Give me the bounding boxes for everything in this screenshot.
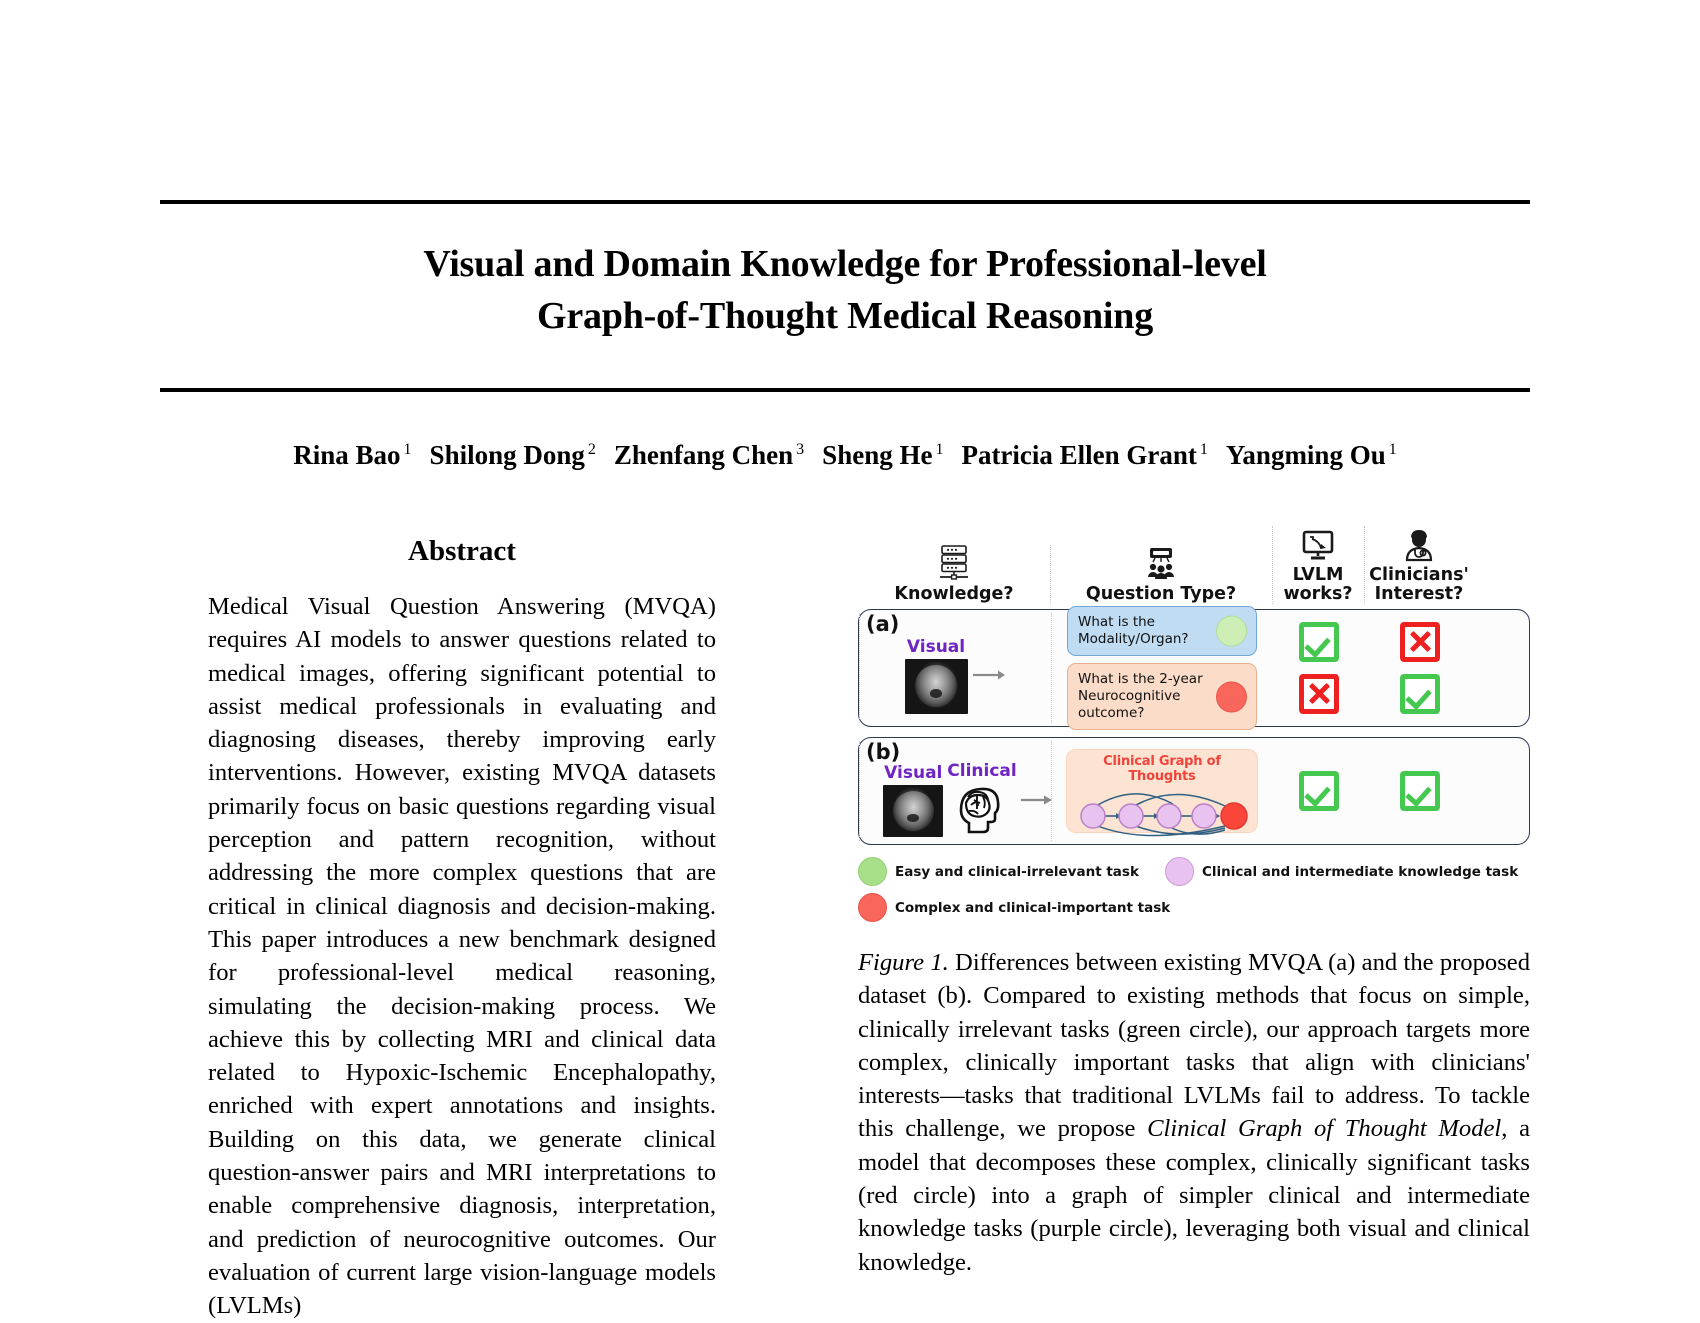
graph-node-purple — [1157, 804, 1181, 828]
column-header-knowledge — [858, 539, 1050, 604]
panel-b-visual-label: Visual — [884, 763, 943, 783]
legend-label-green: Easy and clinical-irrelevant task — [895, 863, 1139, 880]
column-header-question-type-label: Question Type? — [1085, 584, 1237, 604]
author-name: Sheng He — [822, 440, 933, 470]
graph-node-purple — [1081, 804, 1105, 828]
author-list — [160, 440, 1530, 471]
graph-title: Clinical Graph of Thoughts — [1103, 754, 1221, 784]
author-name: Patricia Ellen Grant — [961, 440, 1197, 470]
author-name: Zhenfang Chen — [613, 440, 794, 470]
legend-row-1 — [858, 857, 1530, 886]
column-header-lvlm-works — [1272, 520, 1364, 604]
column-header-lvlm-works-label: LVLM works? — [1283, 565, 1353, 604]
legend-label-red: Complex and clinical-important task — [895, 899, 1171, 916]
arrow-icon — [972, 668, 1006, 682]
caption-italic-1: Clinical Graph of Thought Model — [1147, 1115, 1502, 1143]
graph-of-thoughts-diagram — [1073, 784, 1253, 846]
author-entry — [822, 440, 943, 471]
figure-column-headers — [858, 520, 1530, 604]
header-divider — [1050, 545, 1052, 604]
panel-b-tag: (b) — [866, 740, 901, 764]
mri-brain-image — [905, 659, 968, 714]
title-line-1: Visual and Domain Knowledge for Professional-level — [423, 243, 1267, 285]
column-header-question-type — [1050, 539, 1272, 604]
author-affiliation: 1 — [1388, 441, 1397, 458]
title-line-2: Graph-of-Thought Medical Reasoning — [536, 295, 1154, 337]
figure-panel-a — [858, 609, 1530, 727]
author-affiliation: 1 — [935, 441, 944, 458]
legend-item-red — [858, 893, 1170, 922]
task-dot-green — [1216, 616, 1247, 647]
author-entry — [961, 440, 1207, 471]
graph-node-purple — [1192, 804, 1216, 828]
title-rule-bottom — [160, 388, 1530, 392]
author-affiliation: 3 — [796, 441, 805, 458]
title-rule-top — [160, 200, 1530, 204]
legend-item-purple — [1165, 857, 1518, 886]
cross-icon — [1400, 622, 1440, 662]
abstract-heading: Abstract — [408, 535, 516, 567]
author-affiliation: 1 — [1199, 441, 1208, 458]
audience-presentation-icon — [1143, 539, 1179, 581]
figure-legend — [858, 857, 1530, 922]
panel-a-lvlm-cell — [1273, 610, 1365, 726]
cell-divider — [1051, 613, 1053, 723]
author-entry — [293, 440, 411, 471]
author-affiliation: 1 — [403, 441, 412, 458]
abstract-body: Medical Visual Question Answering (MVQA) requires AI models to answer questions related to medical images, offering significant potential to assist medical professionals in evaluating and diagnosing diseases, thereby improving early interventions. However, existing MVQA datasets primarily focus on basic questions regarding visual perception and pattern recognition, without addressing the more complex questions that are critical in clinical diagnosis and decision-making. This paper introduces a new benchmark designed for professional-level medical reasoning, simulating the decision-making process. We achieve this by collecting MRI and clinical data related to Hypoxic-Ischemic Encephalopathy, enriched with expert annotations and insights. Building on this data, we generate clinical question-answer pairs and MRI interpretations to enable comprehensive diagnosis, interpretation, and prediction of neurocognitive outcomes. Our evaluation of current large vision-language models (LVLMs) — [208, 593, 716, 1320]
column-header-knowledge-label: Knowledge? — [894, 584, 1014, 604]
panel-b-clinicians-cell — [1365, 738, 1475, 844]
author-name: Rina Bao — [293, 440, 401, 470]
header-divider — [1364, 526, 1366, 604]
clinician-stethoscope-icon — [1402, 520, 1436, 562]
figure-caption — [858, 946, 1530, 1279]
panel-a-clinicians-cell — [1365, 610, 1475, 726]
panel-b-lvlm-cell — [1273, 738, 1365, 844]
cross-icon — [1299, 674, 1339, 714]
check-icon — [1299, 622, 1339, 662]
author-affiliation: 2 — [587, 441, 596, 458]
question-text: What is the 2-year Neurocognitive outcome? — [1078, 671, 1203, 721]
legend-dot-green — [858, 857, 887, 886]
page-title — [160, 238, 1530, 342]
author-entry — [614, 440, 804, 471]
arrow-icon — [1021, 793, 1053, 807]
caption-text-1: Differences between existing MVQA (a) and the proposed dataset (b). Compared to existing methods that focus on simple, clinically irrelevant tasks (green circle), our approach targets more complex, clinically important tasks that align with clinicians' interests—tasks that traditional LVLMs fail to address. To tackle this challenge, we propose — [858, 949, 1530, 1143]
header-divider — [1272, 526, 1274, 604]
legend-row-2 — [858, 893, 1530, 922]
check-icon — [1400, 771, 1440, 811]
clinical-graph-of-thoughts[interactable] — [1066, 749, 1258, 833]
abstract-column — [208, 535, 716, 1323]
figure-panel-b — [858, 737, 1530, 845]
author-name: Yangming Ou — [1225, 440, 1386, 470]
server-rack-icon — [937, 539, 971, 581]
cell-divider — [1051, 741, 1053, 841]
panel-a-tag: (a) — [866, 612, 900, 636]
caption-lead: Figure 1. — [858, 949, 949, 976]
monitor-robot-arm-icon — [1301, 520, 1335, 562]
author-entry — [430, 440, 596, 471]
column-header-clinicians-interest — [1364, 520, 1474, 604]
caption-text-2: , a model that decomposes these complex, clinically significant tasks (red circle) into a graph of simpler clinical and intermediate knowledge tasks (purple circle), leveraging both visual and clinical knowledge. — [858, 1115, 1531, 1276]
question-box-modality[interactable] — [1067, 606, 1257, 656]
check-icon — [1400, 674, 1440, 714]
cell-divider — [859, 613, 861, 723]
figure-1 — [858, 520, 1530, 1279]
author-entry — [1226, 440, 1397, 471]
panel-b-graph-cell — [1051, 738, 1273, 844]
column-header-clinicians-interest-label: Clinicians' Interest? — [1369, 565, 1469, 604]
panel-a-question-cell — [1051, 610, 1273, 726]
author-name: Shilong Dong — [429, 440, 585, 470]
question-box-neurocognitive[interactable] — [1067, 663, 1257, 730]
legend-label-purple: Clinical and intermediate knowledge task — [1201, 863, 1519, 880]
check-icon — [1299, 771, 1339, 811]
graph-node-red — [1221, 803, 1247, 829]
panel-a-visual-label: Visual — [906, 636, 966, 657]
mri-brain-image — [883, 785, 943, 837]
graph-node-purple — [1119, 804, 1143, 828]
legend-dot-red — [858, 893, 887, 922]
brain-head-icon — [955, 783, 1009, 840]
cell-divider — [859, 741, 861, 841]
legend-item-green — [858, 857, 1139, 886]
task-dot-red — [1216, 681, 1247, 712]
question-text: What is the Modality/Organ? — [1078, 614, 1189, 647]
legend-dot-purple — [1165, 857, 1194, 886]
panel-b-clinical-label: Clinical — [947, 760, 1017, 781]
